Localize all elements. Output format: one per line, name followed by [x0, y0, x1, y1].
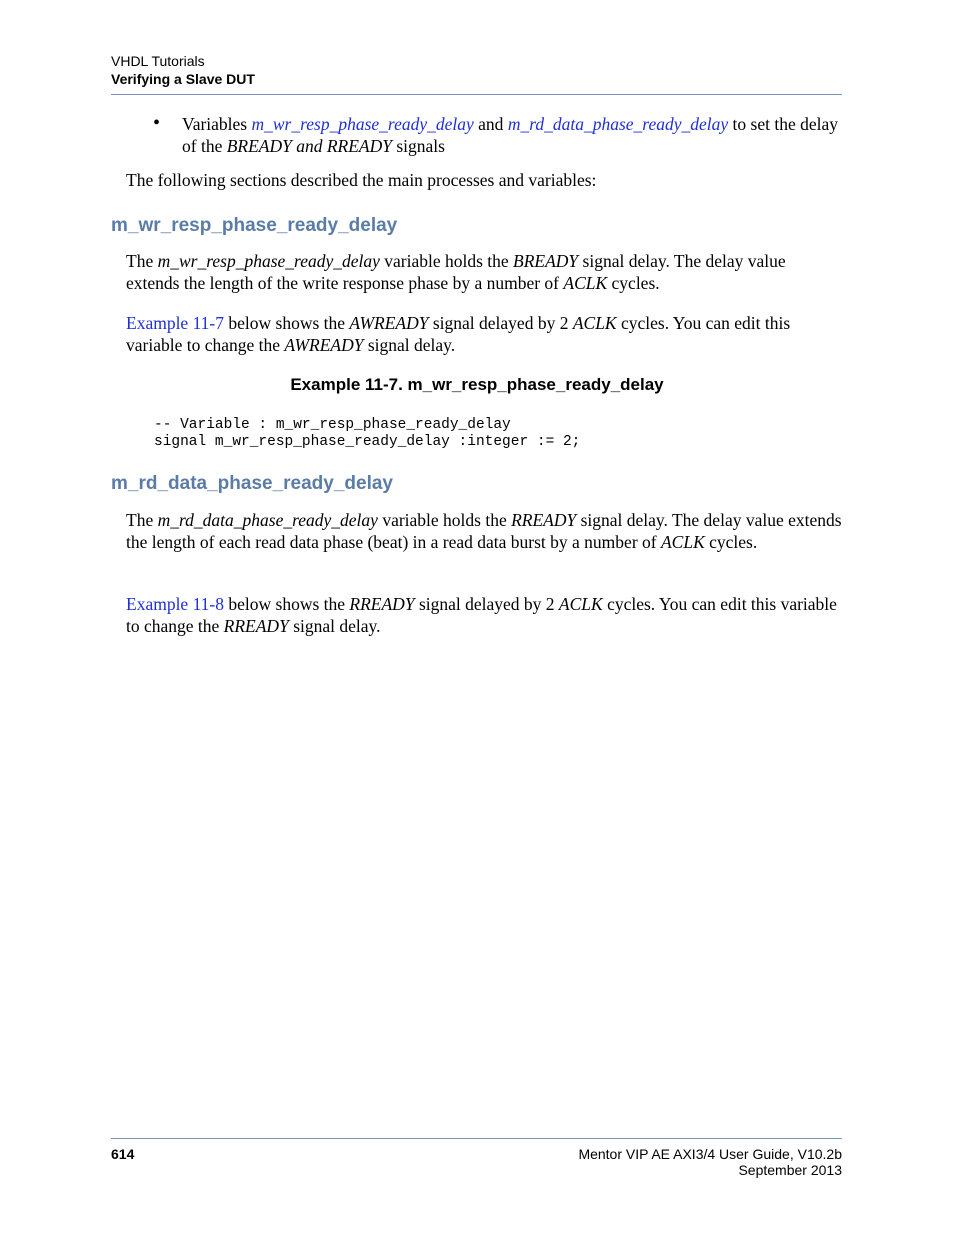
section1-paragraph-2: Example 11-7 below shows the AWREADY signal delayed by 2 ACLK cycles. You can edit this variable to change the AWREADY signal delay.: [126, 313, 791, 355]
example-caption: Example 11-7. m_wr_resp_phase_ready_delay: [290, 375, 664, 394]
section-heading-wr-resp: m_wr_resp_phase_ready_delay: [111, 215, 398, 236]
link-example-11-8[interactable]: Example 11-8: [126, 594, 225, 614]
section-heading-rd-data: m_rd_data_phase_ready_delay: [111, 473, 393, 494]
section1-paragraph-1: The m_wr_resp_phase_ready_delay variable holds the BREADY signal delay. The delay value extends the length of the write response phase by a number of ACLK cycles.: [126, 251, 786, 293]
footer-rule: [111, 1138, 842, 1139]
page-number: 614: [111, 1146, 135, 1162]
link-m-rd-data-phase-ready-delay[interactable]: m_rd_data_phase_ready_delay: [507, 114, 729, 134]
guide-date: September 2013: [738, 1162, 842, 1178]
section2-paragraph-1: The m_rd_data_phase_ready_delay variable holds the RREADY signal delay. The delay value extends the length of each read data phase (beat) in a read data burst by a number of ACLK cycles.: [126, 510, 842, 552]
header-subsection: Verifying a Slave DUT: [111, 71, 255, 87]
section2-paragraph-2: Example 11-8 below shows the RREADY signal delayed by 2 ACLK cycles. You can edit this variable to change the RREADY signal delay.: [126, 594, 837, 636]
link-m-wr-resp-phase-ready-delay[interactable]: m_wr_resp_phase_ready_delay: [251, 114, 474, 134]
footer-guide-info: [578, 1146, 842, 1178]
running-header: [111, 52, 255, 88]
header-section: VHDL Tutorials: [111, 53, 205, 69]
guide-title: Mentor VIP AE AXI3/4 User Guide, V10.2b: [578, 1146, 842, 1162]
link-example-11-7[interactable]: Example 11-7: [126, 313, 225, 333]
bullet-marker: •: [153, 112, 161, 134]
code-block: -- Variable : m_wr_resp_phase_ready_delay signal m_wr_resp_phase_ready_delay :integer := 2;: [154, 417, 581, 450]
bullet-item: Variables m_wr_resp_phase_ready_delay and m_rd_data_phase_ready_delay to set the delay of the BREADY and RREADY signals: [182, 114, 838, 156]
intro-paragraph: The following sections described the main processes and variables:: [126, 170, 597, 190]
header-rule: [111, 94, 842, 95]
